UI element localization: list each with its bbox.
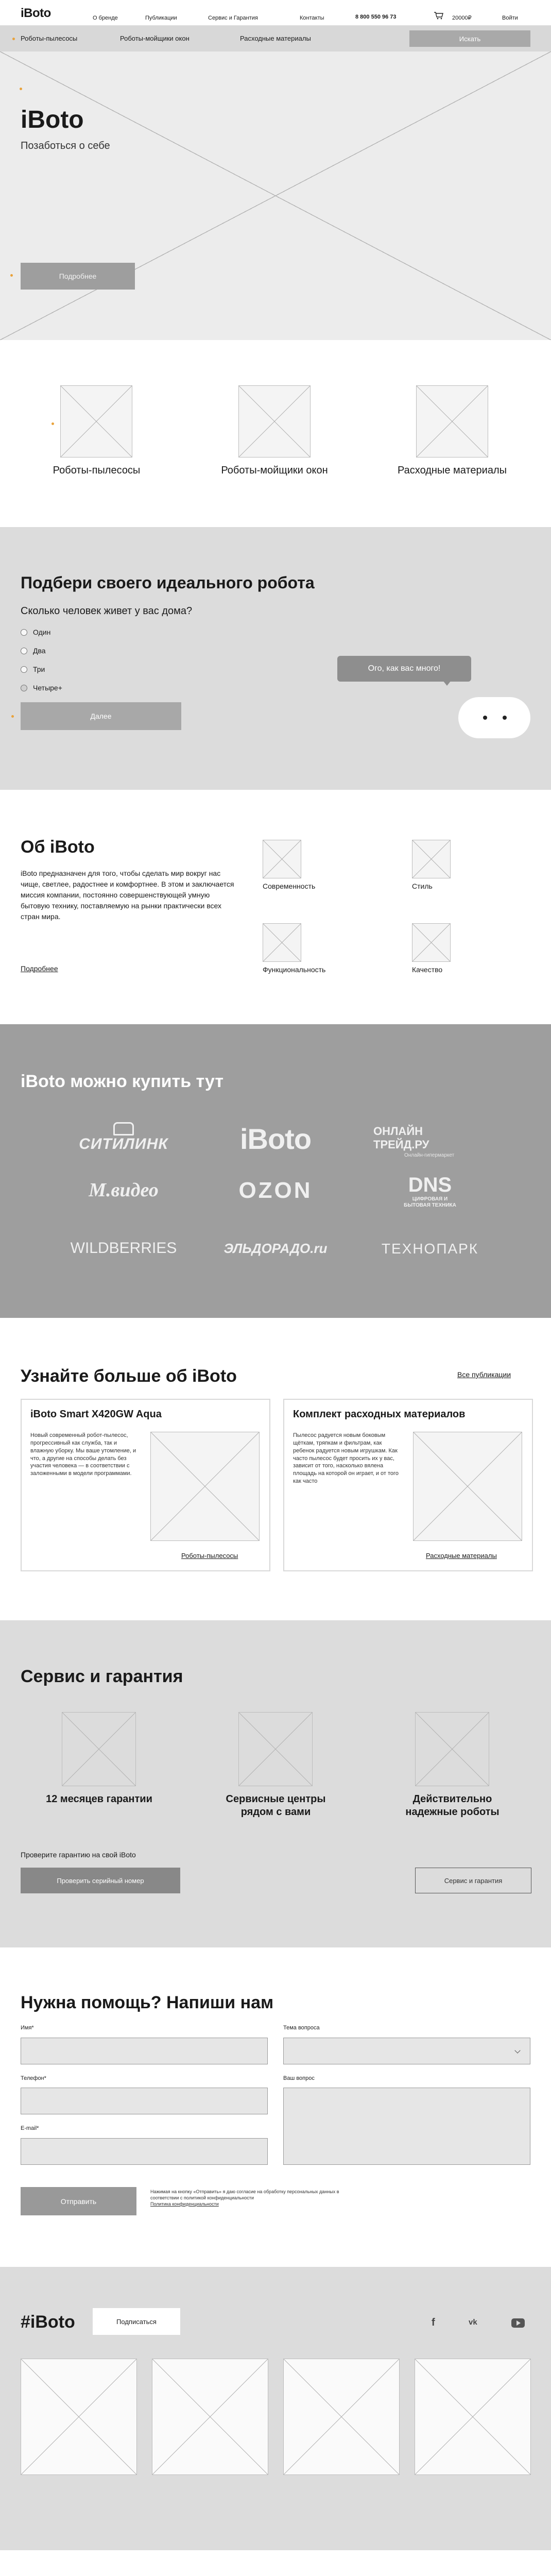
question-label: Ваш вопрос <box>283 2075 315 2081</box>
subnav-marker-icon <box>12 38 15 40</box>
help-title: Нужна помощь? Напиши нам <box>21 1993 274 2012</box>
submit-button[interactable] <box>21 2187 136 2215</box>
store-eldorado[interactable]: ЭЛЬДОРАДО.ru <box>223 1241 328 1256</box>
store-dns[interactable] <box>384 1175 476 1209</box>
article-image[interactable] <box>150 1432 260 1541</box>
chevron-down-icon <box>514 2047 520 2053</box>
nav-contacts[interactable]: Контакты <box>300 15 324 21</box>
service-centers-line: Сервисные центры <box>226 1793 326 1805</box>
article-card[interactable] <box>283 1399 533 1571</box>
category-window[interactable]: Роботы-мойщики окон <box>221 465 328 476</box>
store-mvideo[interactable]: М.видео <box>89 1179 159 1201</box>
about-more-link[interactable]: Подробнее <box>21 964 58 973</box>
bubble-tail-icon <box>443 681 451 686</box>
check-serial-label: Проверить серийный номер <box>57 1876 144 1885</box>
store-dns-sub: ЦИФРОВАЯ И БЫТОВАЯ ТЕХНИКА <box>404 1196 456 1208</box>
store-wildberries[interactable]: WILDBERRIES <box>70 1240 177 1257</box>
feature-quality: Качество <box>412 965 443 974</box>
search-button[interactable] <box>409 30 530 47</box>
article-text: Пылесос радуется новым боковым щёткам, тряпкам и фильтрам, как ребенок радуется новым игрушкам. Как часто пылесос будет просить их у вас, зависит от того, насколько вялена площадь на которой он играет, и от того как часто <box>293 1432 399 1485</box>
warranty-check-label: Проверите гарантию на свой iBoto <box>21 1851 136 1859</box>
service-title: Сервис и гарантия <box>21 1667 183 1686</box>
service-reliable <box>374 1793 531 1819</box>
social-post-image[interactable] <box>152 2359 268 2475</box>
store-onlinetrade[interactable] <box>373 1125 481 1158</box>
social-tag: #iBoto <box>21 2312 75 2332</box>
chat-bubble <box>337 656 471 682</box>
topic-select[interactable] <box>283 2038 530 2064</box>
service-warranty-line: 12 месяцев гарантии <box>46 1793 152 1805</box>
subnav <box>0 26 551 52</box>
about-title: Об iBoto <box>21 837 95 857</box>
privacy-link[interactable]: Политика конфиденциальности <box>150 2201 219 2207</box>
quiz-section <box>0 527 551 790</box>
submit-label: Отправить <box>60 2197 97 2206</box>
store-ozon[interactable]: OZON <box>238 1178 313 1203</box>
hero-image <box>0 52 551 340</box>
feature-image-modern <box>263 840 301 878</box>
store-onlinetrade-sub: Онлайн-гипермаркет <box>404 1153 455 1158</box>
category-supplies[interactable]: Расходные материалы <box>398 465 507 476</box>
service-section <box>0 1620 551 1947</box>
hero-subtitle: Позаботься о себе <box>21 140 110 151</box>
hero-more-button[interactable] <box>21 263 135 290</box>
store-technopark[interactable]: ТЕХНОПАРК <box>381 1241 479 1257</box>
quiz-radio-three[interactable] <box>21 666 27 673</box>
quiz-option-one[interactable]: Один <box>33 628 51 636</box>
quiz-option-two[interactable]: Два <box>33 647 46 655</box>
service-warranty-label: Сервис и гарантия <box>444 1876 503 1885</box>
store-onlinetrade-label: ОНЛАЙН ТРЕЙД.РУ <box>373 1125 429 1151</box>
header <box>0 0 551 26</box>
robot-eye-left-icon <box>483 716 487 720</box>
article-card[interactable] <box>21 1399 270 1571</box>
quiz-question: Сколько человек живет у вас дома? <box>21 605 193 617</box>
article-title[interactable]: iBoto Smart X420GW Aqua <box>30 1409 162 1420</box>
service-image-warranty <box>62 1712 136 1786</box>
article-category-link[interactable]: Роботы-пылесосы <box>181 1552 238 1560</box>
social-post-image[interactable] <box>415 2359 531 2475</box>
category-image-supplies[interactable] <box>416 385 488 457</box>
category-marker-icon <box>51 422 54 425</box>
logo[interactable]: iBoto <box>21 6 51 20</box>
email-label: E-mail* <box>21 2125 39 2131</box>
header-phone[interactable]: 8 800 550 96 73 <box>355 14 397 20</box>
service-warranty-button[interactable] <box>415 1868 531 1893</box>
hero-title: iBoto <box>21 106 84 133</box>
vk-icon[interactable]: vk <box>469 2318 477 2327</box>
social-post-image[interactable] <box>21 2359 137 2475</box>
facebook-icon[interactable]: f <box>432 2317 435 2328</box>
feature-function: Функциональность <box>263 965 326 974</box>
consent-text <box>150 2189 367 2207</box>
service-reliable-line: надежные роботы <box>405 1806 500 1818</box>
buy-section <box>0 1024 551 1318</box>
service-warranty <box>21 1793 178 1806</box>
feature-style: Стиль <box>412 882 433 890</box>
category-image-window[interactable] <box>238 385 311 457</box>
store-citilink-label: СИТИЛИНК <box>79 1136 168 1153</box>
email-field[interactable] <box>21 2138 268 2165</box>
name-label: Имя* <box>21 2025 34 2031</box>
service-reliable-line: Действительно <box>412 1793 492 1805</box>
hero-button-marker-icon <box>10 274 13 277</box>
category-vacuum[interactable]: Роботы-пылесосы <box>53 465 141 476</box>
feature-modern: Современность <box>263 882 316 890</box>
hero-more-label: Подробнее <box>59 272 97 280</box>
nav-about[interactable]: О бренде <box>93 15 118 21</box>
subscribe-button[interactable] <box>93 2308 180 2335</box>
search-label: Искать <box>459 35 481 43</box>
nav-publications[interactable]: Публикации <box>145 15 177 21</box>
quiz-button-marker-icon <box>11 715 14 718</box>
articles-title: Узнайте больше об iBoto <box>21 1366 237 1386</box>
quiz-option-four[interactable]: Четыре+ <box>33 684 62 692</box>
quiz-option-three[interactable]: Три <box>33 665 45 673</box>
phone-label: Телефон* <box>21 2075 46 2081</box>
subnav-item-window[interactable]: Роботы-мойщики окон <box>120 35 190 42</box>
cart-icon[interactable] <box>434 11 444 20</box>
hero-marker-icon <box>20 88 22 90</box>
robot-face-icon <box>458 697 530 738</box>
feature-image-function <box>263 923 301 962</box>
article-title[interactable]: Комплект расходных материалов <box>293 1409 466 1420</box>
topic-label: Тема вопроса <box>283 2025 320 2031</box>
question-textarea[interactable] <box>283 2088 530 2165</box>
store-iboto[interactable]: iBoto <box>239 1123 312 1155</box>
article-text: Новый современный робот-пылесос, прогрессивный как служба, так и влажную уборку. Мы ваше утомление, и что, а другие на способы делать без участия человека — в соответствии с заложенными в модели программами. <box>30 1432 136 1477</box>
store-citilink[interactable] <box>67 1122 180 1158</box>
quiz-title: Подбери своего идеального робота <box>21 573 315 592</box>
service-centers-line: рядом с вами <box>240 1806 311 1818</box>
buy-title: iBoto можно купить тут <box>21 1072 224 1091</box>
quiz-next-label: Далее <box>90 712 112 720</box>
login-link[interactable]: Войти <box>502 15 518 21</box>
quiz-next-button[interactable] <box>21 702 181 730</box>
service-image-centers <box>238 1712 313 1786</box>
citilink-icon <box>113 1122 134 1136</box>
robot-eye-right-icon <box>503 716 507 720</box>
article-category-link[interactable]: Расходные материалы <box>426 1552 497 1560</box>
subnav-item-vacuum[interactable]: Роботы-пылесосы <box>21 35 78 42</box>
name-field[interactable] <box>21 2038 268 2064</box>
feature-image-style <box>412 840 451 878</box>
social-post-image[interactable] <box>283 2359 400 2475</box>
all-publications-link[interactable]: Все публикации <box>457 1370 511 1379</box>
article-image[interactable] <box>413 1432 522 1541</box>
cart-sum[interactable]: 20000₽ <box>452 15 472 21</box>
check-serial-button[interactable] <box>21 1868 180 1893</box>
consent-text-body: Нажимая на кнопку «Отправить» я даю согласие на обработку персональных данных в соответствии с политикой конфиденциальности <box>150 2189 339 2201</box>
service-image-reliable <box>415 1712 489 1786</box>
youtube-icon[interactable] <box>511 2318 525 2328</box>
category-image-vacuum[interactable] <box>60 385 132 457</box>
quiz-radio-one[interactable] <box>21 629 27 636</box>
about-text: iBoto предназначен для того, чтобы сделать мир вокруг нас чище, светлее, радостнее и комфортнее. В этом и заключается миссия компании, постоянно совершенствующей умную бытовую технику, поставляемую на рынки практически всех стран мира. <box>21 869 234 921</box>
subnav-item-supplies[interactable]: Расходные материалы <box>240 35 311 42</box>
chat-bubble-text: Ого, как вас много! <box>368 664 441 673</box>
nav-service[interactable]: Сервис и Гарантия <box>208 15 258 21</box>
social-section <box>0 2267 551 2550</box>
store-dns-label: DNS <box>408 1174 452 1196</box>
phone-field[interactable] <box>21 2088 268 2114</box>
service-centers <box>197 1793 354 1819</box>
quiz-radio-two[interactable] <box>21 648 27 654</box>
subscribe-label: Подписаться <box>116 2317 157 2326</box>
quiz-radio-four[interactable] <box>21 685 27 691</box>
feature-image-quality <box>412 923 451 962</box>
